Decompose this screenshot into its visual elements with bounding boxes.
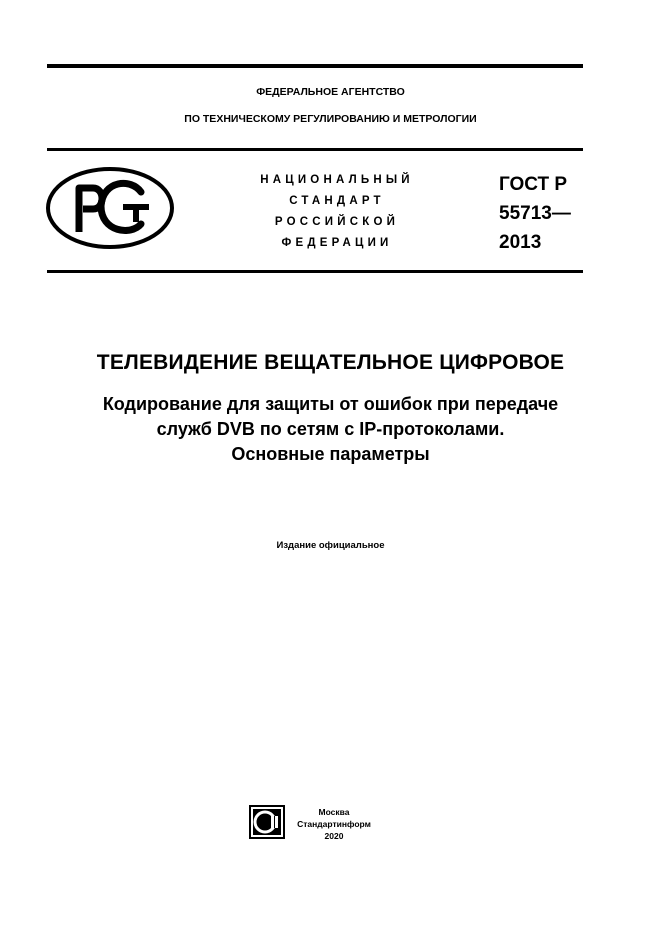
rst-certification-logo-icon xyxy=(45,166,175,250)
publisher-info xyxy=(292,806,376,842)
subtitle-line: Кодирование для защиты от ошибок при передаче xyxy=(102,394,559,414)
top-rule xyxy=(47,64,583,68)
standard-type-line: СТАНДАРТ xyxy=(289,195,385,207)
national-standard-label xyxy=(200,170,474,254)
standard-type-line: НАЦИОНАЛЬНЫЙ xyxy=(260,174,414,186)
standard-type-line: РОССИЙСКОЙ xyxy=(274,216,400,228)
edition-label: Издание официальное xyxy=(276,540,385,551)
publisher-city: Москва xyxy=(318,807,350,817)
subtitle-line: служб DVB по сетям с IP-протоколами. xyxy=(156,419,505,439)
gost-number-line: ГОСТ Р xyxy=(499,174,568,195)
header-bottom-rule xyxy=(47,270,583,273)
subtitle-line: Основные параметры xyxy=(231,444,430,464)
document-title: ТЕЛЕВИДЕНИЕ ВЕЩАТЕЛЬНОЕ ЦИФРОВОЕ xyxy=(96,351,565,374)
agency-line-2: ПО ТЕХНИЧЕСКОМУ РЕГУЛИРОВАНИЮ И МЕТРОЛОГИИ xyxy=(184,113,477,125)
header-rule xyxy=(47,148,583,151)
standartinform-logo-icon xyxy=(249,805,285,839)
standard-type-line: ФЕДЕРАЦИИ xyxy=(281,237,393,249)
publisher-year: 2020 xyxy=(324,831,344,841)
agency-line-1: ФЕДЕРАЛЬНОЕ АГЕНТСТВО xyxy=(256,86,405,98)
gost-number xyxy=(499,170,571,257)
gost-number-line: 2013 xyxy=(499,232,542,253)
publisher-name: Стандартинформ xyxy=(297,819,371,829)
gost-number-line: 55713— xyxy=(499,203,571,224)
document-subtitle xyxy=(0,392,661,467)
